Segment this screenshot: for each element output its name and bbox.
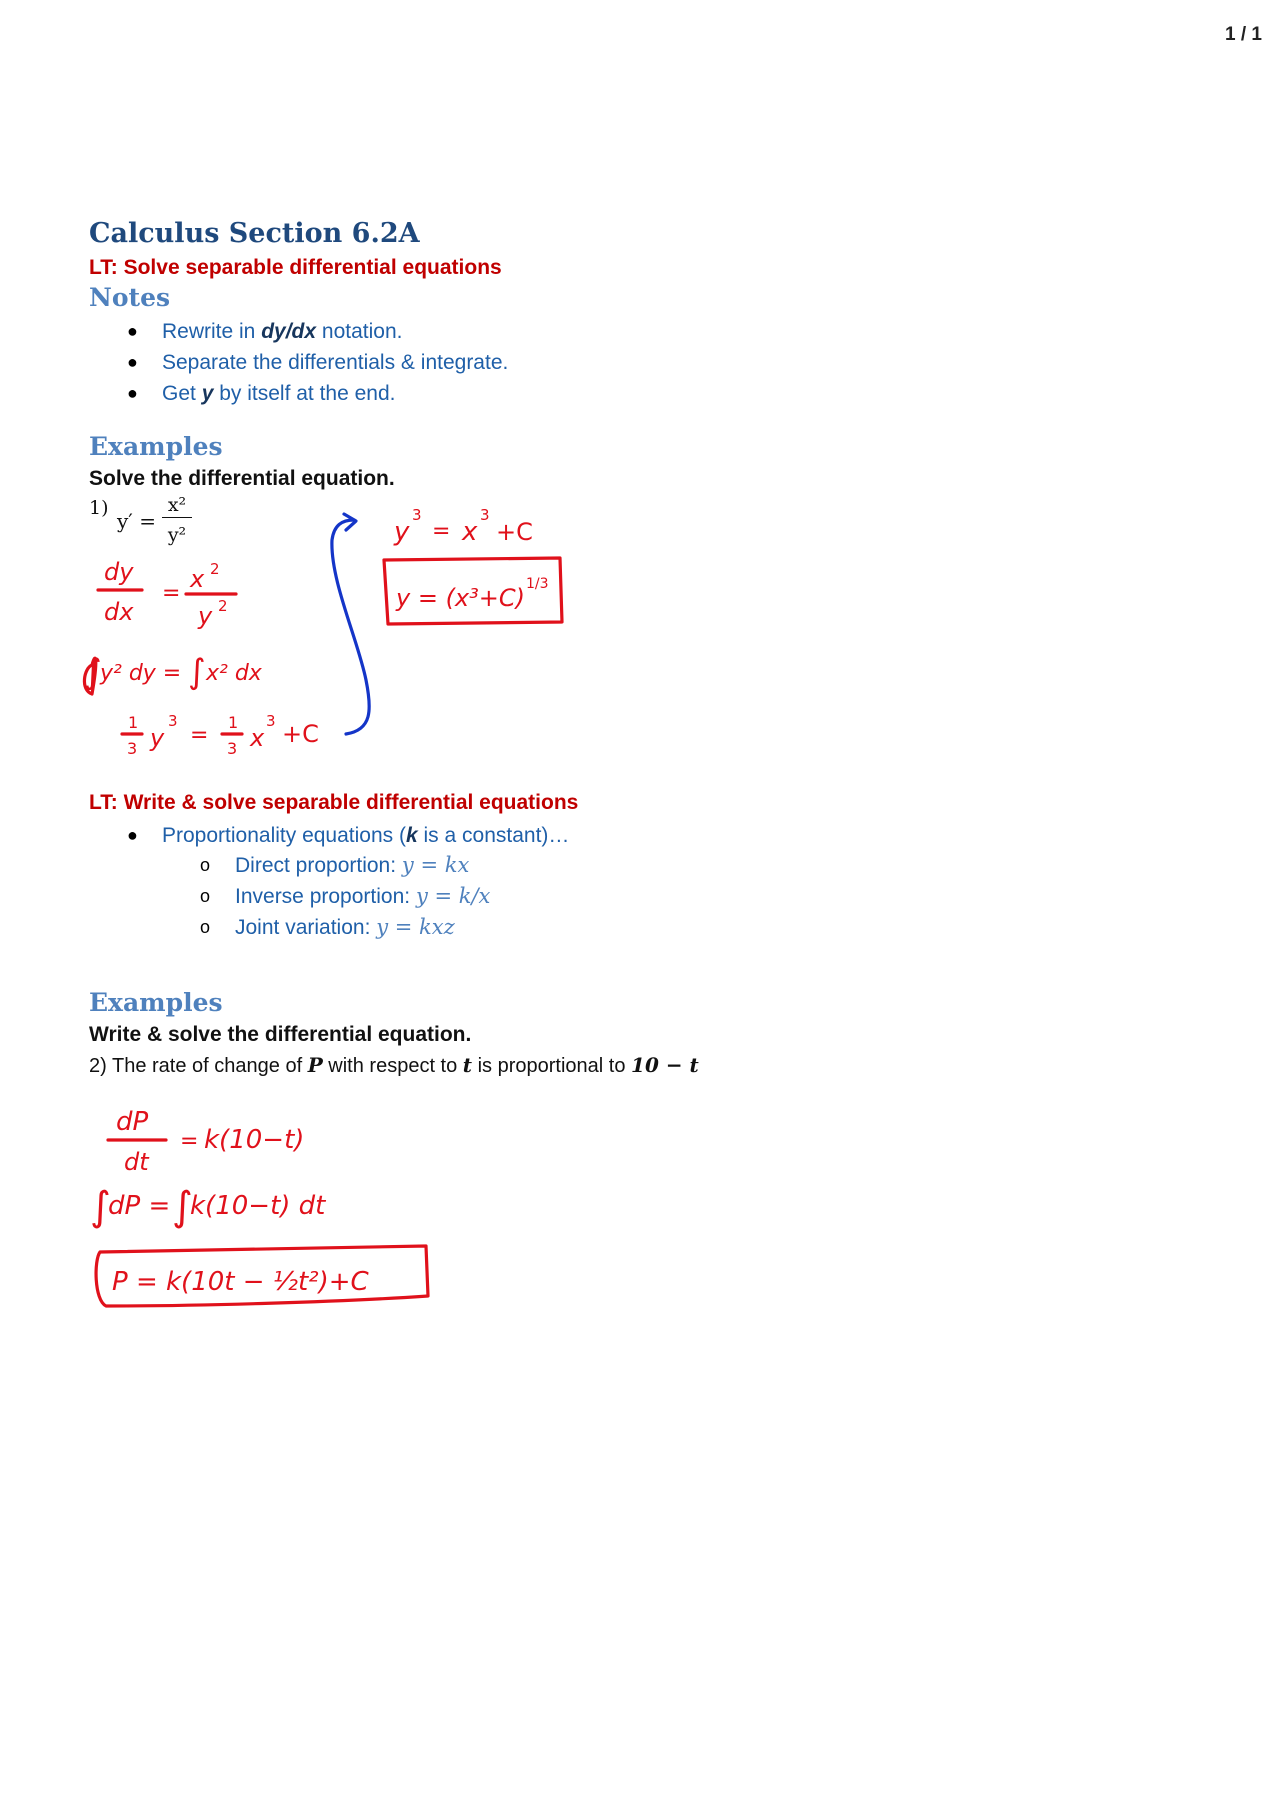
svg-text:y: y bbox=[394, 517, 410, 547]
problem-number: 2) bbox=[89, 1055, 107, 1077]
circle-bullet-icon: o bbox=[200, 917, 211, 937]
bullet-icon: ● bbox=[127, 825, 138, 845]
svg-text:x: x bbox=[462, 517, 478, 547]
svg-text:dx: dx bbox=[104, 598, 134, 626]
svg-text:=: = bbox=[162, 581, 181, 606]
proportions-list bbox=[162, 850, 862, 943]
problem-1-denominator: y² bbox=[167, 524, 187, 546]
list-item: ● Separate the differentials & integrate. bbox=[89, 347, 789, 378]
svg-text:k(10−t): k(10−t) bbox=[204, 1125, 305, 1155]
bullet-icon: ● bbox=[127, 352, 138, 372]
page-indicator: 1 / 1 bbox=[1225, 24, 1262, 45]
svg-text:y: y bbox=[150, 724, 165, 752]
svg-text:3: 3 bbox=[266, 712, 276, 730]
problem-2: 2) The rate of change of P with respect to t is proportional to 10 − t bbox=[89, 1053, 699, 1077]
svg-text:k(10−t) dt: k(10−t) dt bbox=[190, 1191, 326, 1221]
circle-bullet-icon: o bbox=[200, 855, 211, 875]
list-item: o Direct proportion: y = kx bbox=[162, 850, 862, 881]
handwritten-step-1 bbox=[98, 558, 236, 630]
svg-text:y² dy =: y² dy = bbox=[100, 661, 182, 686]
svg-text:=: = bbox=[432, 519, 451, 544]
svg-text:1: 1 bbox=[228, 713, 239, 732]
svg-text:3: 3 bbox=[480, 506, 490, 524]
svg-text:2: 2 bbox=[210, 560, 220, 578]
list-item: ● Rewrite in dy/dx notation. bbox=[89, 316, 789, 347]
examples-heading-2: Examples bbox=[89, 988, 223, 1017]
svg-text:+C: +C bbox=[282, 720, 319, 748]
handwritten-step-3 bbox=[122, 712, 319, 758]
bullet-icon: ● bbox=[127, 383, 138, 403]
svg-text:y: y bbox=[198, 602, 213, 630]
learning-target-2: LT: Write & solve separable differential equations bbox=[89, 791, 579, 814]
svg-text:dy: dy bbox=[104, 558, 134, 586]
problem-1-numerator: x² bbox=[162, 494, 192, 518]
handwritten-step-2 bbox=[84, 652, 263, 694]
bullet-icon: ● bbox=[127, 321, 138, 341]
svg-text:x: x bbox=[190, 565, 205, 593]
page-title: Calculus Section 6.2A bbox=[89, 218, 420, 249]
svg-text:=: = bbox=[180, 1129, 199, 1154]
svg-text:3: 3 bbox=[127, 739, 138, 758]
notes-heading: Notes bbox=[89, 283, 171, 312]
learning-target-1: LT: Solve separable differential equations bbox=[89, 256, 502, 279]
svg-text:∫: ∫ bbox=[90, 1184, 111, 1230]
svg-text:2: 2 bbox=[218, 597, 228, 615]
list-item: o Inverse proportion: y = k/x bbox=[162, 881, 862, 912]
svg-text:y = (x³+C): y = (x³+C) bbox=[396, 584, 525, 612]
svg-text:x² dx: x² dx bbox=[206, 661, 262, 686]
svg-text:dt: dt bbox=[124, 1148, 149, 1176]
problem-number: 1) bbox=[89, 497, 109, 519]
handwritten-work-2 bbox=[90, 1107, 428, 1306]
svg-text:P = k(10t − ½t²)+C: P = k(10t − ½t²)+C bbox=[112, 1267, 369, 1297]
instruction-1: Solve the differential equation. bbox=[89, 467, 395, 490]
svg-text:dP =: dP = bbox=[108, 1191, 171, 1221]
svg-text:3: 3 bbox=[227, 739, 238, 758]
svg-text:dP: dP bbox=[116, 1107, 149, 1137]
svg-text:x: x bbox=[250, 724, 265, 752]
problem-1-lhs: y′ = bbox=[117, 509, 156, 533]
list-item: ● Get y by itself at the end. bbox=[89, 378, 789, 409]
svg-text:3: 3 bbox=[412, 506, 422, 524]
svg-text:∫: ∫ bbox=[172, 1184, 193, 1230]
svg-text:1/3: 1/3 bbox=[526, 576, 549, 592]
svg-text:3: 3 bbox=[168, 712, 178, 730]
svg-text:+C: +C bbox=[496, 518, 533, 546]
svg-text:∫: ∫ bbox=[84, 652, 102, 692]
instruction-2: Write & solve the differential equation. bbox=[89, 1023, 472, 1046]
svg-text:1: 1 bbox=[128, 713, 139, 732]
list-item: ● Proportionality equations (k is a constant)… bbox=[89, 820, 889, 851]
svg-text:∫: ∫ bbox=[188, 652, 206, 692]
notes-list-2 bbox=[89, 820, 889, 851]
circle-bullet-icon: o bbox=[200, 886, 211, 906]
handwritten-answer-1 bbox=[384, 558, 562, 624]
blue-arrow bbox=[332, 514, 369, 734]
svg-text:=: = bbox=[190, 723, 209, 748]
handwritten-step-4 bbox=[393, 506, 533, 547]
examples-heading-1: Examples bbox=[89, 432, 223, 461]
list-item: o Joint variation: y = kxz bbox=[162, 912, 862, 943]
